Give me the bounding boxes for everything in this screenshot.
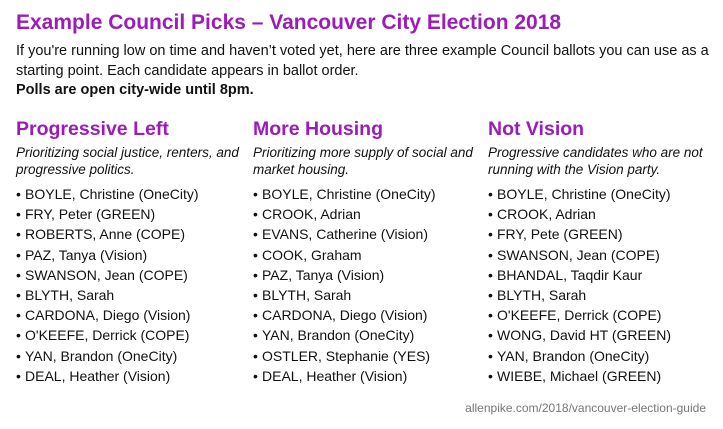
candidate-name: BOYLE, Christine (OneCity) [25, 186, 199, 202]
candidate-item [488, 285, 718, 305]
bullet-icon: • [253, 206, 258, 223]
candidate-name: CROOK, Adrian [497, 206, 596, 223]
bullet-icon: • [253, 226, 258, 243]
candidate-item [253, 265, 483, 285]
ballot-heading: Not Vision [488, 118, 585, 140]
bullet-icon: • [16, 287, 21, 304]
ballot-subtitle: Progressive candidates who are not running with the Vision party. [488, 145, 703, 177]
candidate-item [253, 325, 483, 345]
bullet-icon: • [16, 226, 21, 243]
candidate-item [16, 346, 246, 366]
candidate-item [16, 245, 246, 265]
bullet-icon: • [253, 266, 258, 283]
candidate-item [16, 325, 246, 345]
bullet-icon: • [253, 186, 258, 202]
bullet-icon: • [16, 206, 21, 223]
candidate-name: DEAL, Heather (Vision) [262, 367, 408, 384]
bullet-icon: • [253, 307, 258, 324]
candidate-name: SWANSON, Jean (COPE) [25, 266, 188, 283]
polls-notice: Polls are open city-wide until 8pm. [16, 82, 254, 98]
candidate-item [253, 184, 483, 204]
candidate-name: FRY, Pete (GREEN) [497, 226, 623, 243]
candidate-name: BOYLE, Christine (OneCity) [497, 186, 671, 202]
bullet-icon: • [488, 347, 493, 364]
candidate-list [16, 184, 246, 386]
bullet-icon: • [253, 246, 258, 263]
candidate-item [16, 265, 246, 285]
candidate-item [488, 224, 718, 244]
candidate-list [488, 184, 718, 386]
candidate-item [488, 245, 718, 265]
bullet-icon: • [488, 186, 493, 202]
candidate-name: CROOK, Adrian [262, 206, 361, 223]
candidate-item [488, 204, 718, 224]
candidate-item [253, 224, 483, 244]
ballot-column [488, 117, 718, 386]
candidate-name: YAN, Brandon (OneCity) [25, 347, 178, 364]
candidate-name: BLYTH, Sarah [25, 287, 115, 304]
bullet-icon: • [488, 327, 493, 344]
candidate-item [16, 224, 246, 244]
intro-text: If you're running low on time and haven’t voted yet, here are three example Council ballots you can use as a starting point. Each candidate appears in ballot order. [16, 43, 709, 79]
candidate-name: BLYTH, Sarah [262, 287, 352, 304]
bullet-icon: • [488, 367, 493, 384]
candidate-name: CARDONA, Diego (Vision) [25, 307, 191, 324]
bullet-icon: • [488, 287, 493, 304]
bullet-icon: • [16, 347, 21, 364]
ballot-column [253, 117, 483, 386]
candidate-name: DEAL, Heather (Vision) [25, 367, 171, 384]
candidate-item [253, 285, 483, 305]
ballot-column [16, 117, 246, 386]
candidate-item [16, 204, 246, 224]
ballot-subtitle: Prioritizing social justice, renters, and progressive politics. [16, 145, 239, 177]
bullet-icon: • [16, 266, 21, 283]
bullet-icon: • [16, 307, 21, 324]
ballot-heading: Progressive Left [16, 118, 169, 140]
candidate-name: O'KEEFE, Derrick (COPE) [497, 307, 662, 324]
candidate-item [253, 245, 483, 265]
candidate-name: WONG, David HT (GREEN) [497, 327, 671, 344]
candidate-list [253, 184, 483, 386]
candidate-item [488, 325, 718, 345]
candidate-name: CARDONA, Diego (Vision) [262, 307, 428, 324]
bullet-icon: • [253, 287, 258, 304]
candidate-name: BHANDAL, Taqdir Kaur [497, 266, 643, 283]
candidate-name: PAZ, Tanya (Vision) [25, 246, 148, 263]
candidate-name: EVANS, Catherine (Vision) [262, 226, 428, 243]
candidate-name: YAN, Brandon (OneCity) [497, 347, 650, 364]
ballot-subtitle: Prioritizing more supply of social and market housing. [253, 145, 473, 177]
candidate-item [16, 305, 246, 325]
candidate-name: BOYLE, Christine (OneCity) [262, 186, 436, 202]
candidate-item [16, 366, 246, 386]
candidate-item [253, 366, 483, 386]
candidate-item [253, 305, 483, 325]
bullet-icon: • [16, 246, 21, 263]
bullet-icon: • [16, 186, 21, 202]
candidate-name: ROBERTS, Anne (COPE) [25, 226, 186, 243]
bullet-icon: • [16, 367, 21, 384]
candidate-item [488, 305, 718, 325]
candidate-name: PAZ, Tanya (Vision) [262, 266, 385, 283]
candidate-item [16, 184, 246, 204]
candidate-name: BLYTH, Sarah [497, 287, 587, 304]
candidate-item [488, 184, 718, 204]
page-title: Example Council Picks – Vancouver City Election 2018 [16, 11, 562, 34]
candidate-name: FRY, Peter (GREEN) [25, 206, 156, 223]
candidate-item [488, 346, 718, 366]
bullet-icon: • [488, 307, 493, 324]
bullet-icon: • [253, 367, 258, 384]
bullet-icon: • [488, 266, 493, 283]
candidate-item [253, 346, 483, 366]
candidate-name: WIEBE, Michael (GREEN) [497, 367, 662, 384]
candidate-item [16, 285, 246, 305]
bullet-icon: • [488, 226, 493, 243]
candidate-name: SWANSON, Jean (COPE) [497, 246, 660, 263]
candidate-name: OSTLER, Stephanie (YES) [262, 347, 431, 364]
bullet-icon: • [488, 206, 493, 223]
bullet-icon: • [488, 246, 493, 263]
ballot-heading: More Housing [253, 118, 383, 140]
candidate-item [488, 366, 718, 386]
candidate-item [488, 265, 718, 285]
candidate-name: O'KEEFE, Derrick (COPE) [25, 327, 190, 344]
candidate-name: COOK, Graham [262, 246, 362, 263]
bullet-icon: • [16, 327, 21, 344]
candidate-item [253, 204, 483, 224]
bullet-icon: • [253, 347, 258, 364]
source-url: allenpike.com/2018/vancouver-election-guide [465, 401, 706, 415]
candidate-name: YAN, Brandon (OneCity) [262, 327, 415, 344]
bullet-icon: • [253, 327, 258, 344]
